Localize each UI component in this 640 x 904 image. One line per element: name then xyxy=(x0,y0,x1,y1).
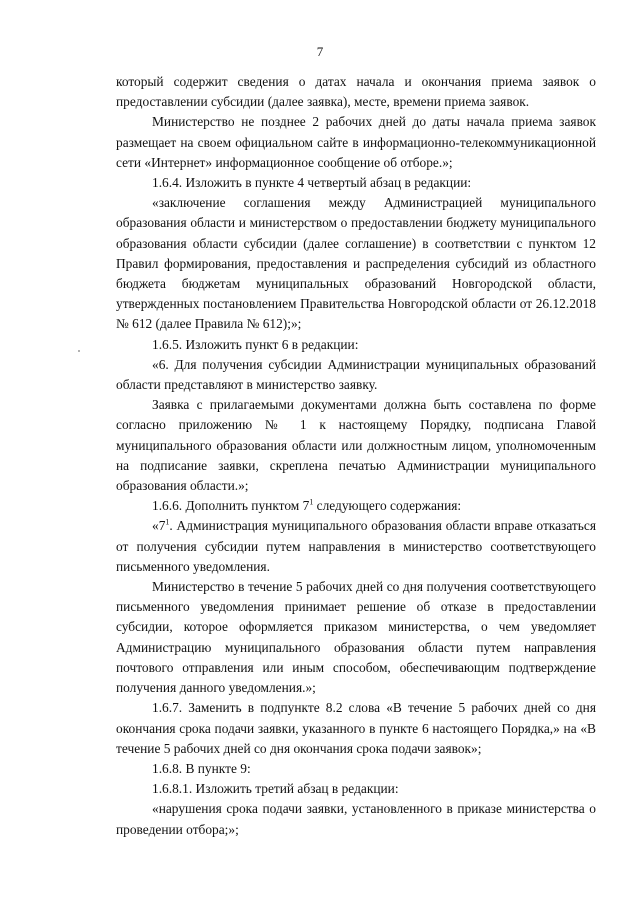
paragraph: 1.6.8. В пункте 9: xyxy=(152,760,251,776)
superscript: 1 xyxy=(165,518,170,527)
paragraph-text: следующего содержания: xyxy=(313,498,462,514)
paragraph: 1.6.4. Изложить в пункте 4 четвертый абзац в редакции: xyxy=(152,175,472,191)
paragraph: Министерство не позднее 2 рабочих дней до даты начала приема заявок размещает на своем официальном сайте в информационно-телекоммуникационной сети «Интернет» информационное сообщение об отборе.»; xyxy=(116,114,596,170)
paragraph: который содержит сведения о датах начала и окончания приема заявок о предоставлении субсидии (далее заявка), месте, времени приема заявок. xyxy=(116,74,596,110)
paragraph: «нарушения срока подачи заявки, установленного в приказе министерства о проведении отбора;»; xyxy=(116,801,596,837)
page-number: 7 xyxy=(316,44,324,59)
paragraph-text: 1.6.6. Дополнить пунктом 7 xyxy=(152,498,310,514)
paragraph: Министерство в течение 5 рабочих дней со дня получения соответствующего письменного уведомления принимает решение об отказе в предоставлении субсидии, которое оформляется приказом министерства, о чем уведомляет Администрацию муниципального образования области путем направления почтового отправления или иным способом, обеспечивающим подтверждение получения данного уведомления.»; xyxy=(116,579,596,696)
paragraph-text: . Администрация муниципального образования области вправе отказаться от получения субсидии путем направления в министерство соответствующего письменного уведомления. xyxy=(116,518,596,574)
paragraph: «6. Для получения субсидии Администрации муниципальных образований области представляют в министерство заявку. xyxy=(116,356,596,393)
paragraph: 1.6.5. Изложить пункт 6 в редакции: xyxy=(152,336,359,352)
paragraph-text: «7 xyxy=(152,518,166,534)
paragraph: 1.6.7. Заменить в подпункте 8.2 слова «В течение 5 рабочих дней со дня окончания срока подачи заявки, указанного в пункте 6 настоящего Порядка,» на «В течение 5 рабочих дней со дня окончания срока подачи заявок»; xyxy=(116,700,596,756)
paragraph: Заявка с прилагаемыми документами должна быть составлена по форме согласно приложению № 1 к настоящему Порядку, подписана Главой муниципального образования области или должностным лицом, уполномоченным на подписание заявки, скреплена печатью Администрации муниципального образования области.»; xyxy=(116,397,596,494)
scan-speck xyxy=(78,350,80,352)
paragraph: «заключение соглашения между Администрацией муниципального образования области и министерством о предоставлении бюджету муниципального образования области субсидии (далее соглашение) в соответствии с пунктом 12 Правил формирования, предоставления и распределения субсидий из областного бюджета бюджетам муниципальных образований Новгородской области, утвержденных постановлением Правительства Новгородской области от 26.12.2018 № 612 (далее Правила № 612);»; xyxy=(116,195,596,332)
paragraph: 1.6.8.1. Изложить третий абзац в редакции: xyxy=(152,781,399,797)
document-body xyxy=(116,72,596,840)
superscript: 1 xyxy=(309,497,314,507)
paragraph xyxy=(116,496,596,516)
paragraph xyxy=(116,516,596,577)
